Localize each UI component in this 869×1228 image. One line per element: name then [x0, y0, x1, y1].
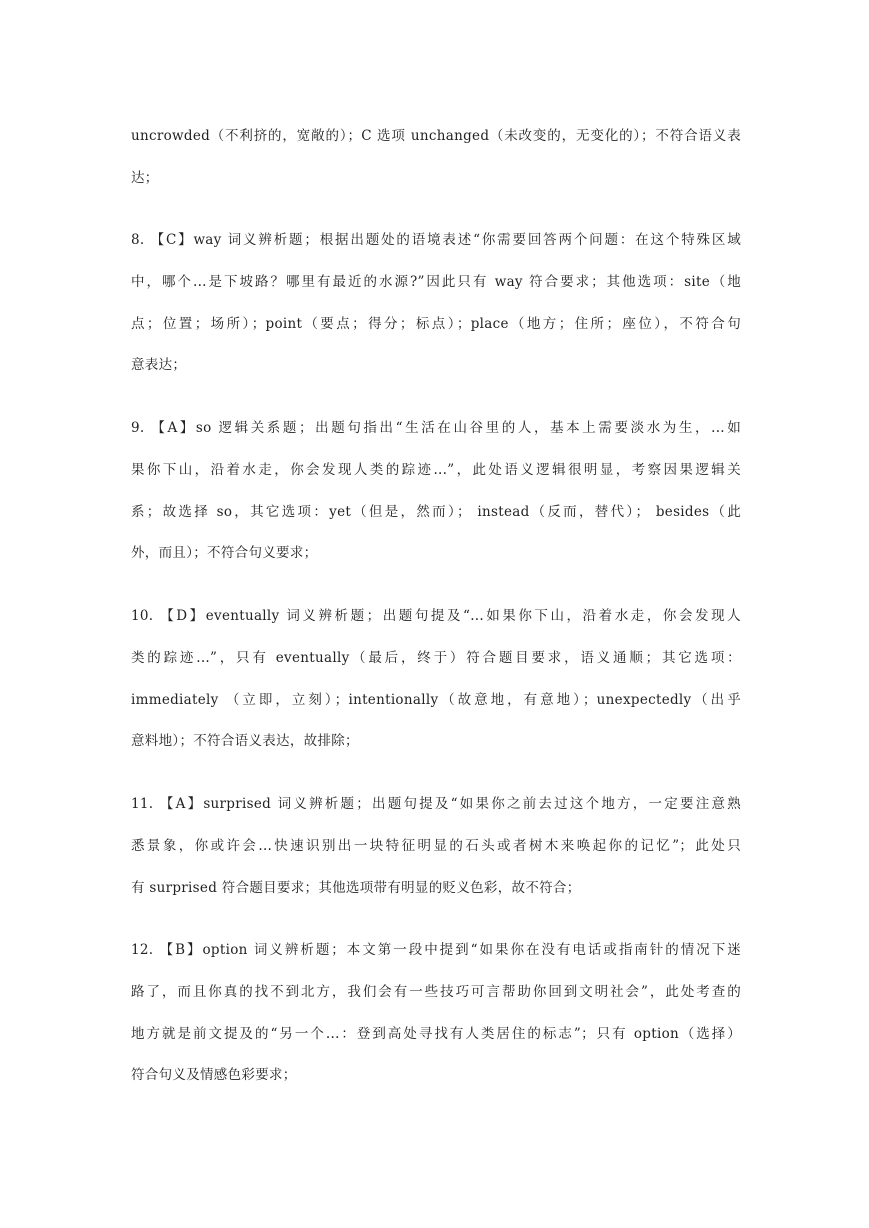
text-line: 地方就是前文提及的“另一个...：登到高处寻找有人类居住的标志”；只有 option（选择） [131, 1025, 741, 1042]
text-line: 12. 【B】option 词义辨析题；本文第一段中提到“如果你在没有电话或指南针的情况下迷 [131, 942, 741, 958]
text-line: 中，哪个...是下坡路？哪里有最近的水源?”因此只有 way 符合要求；其他选项：site（地 [131, 273, 741, 290]
text-line: 系；故选择 so，其它选项：yet（但是，然而）； instead（反而，替代）； besides（此 [131, 503, 741, 520]
text-line: 点；位置；场所）；point（要点；得分；标点）；place（地方；住所；座位），不符合句 [131, 315, 741, 332]
text-line: 有 surprised 符合题目要求；其他选项带有明显的贬义色彩，故不符合； [131, 879, 581, 896]
paragraph-q11 [131, 784, 741, 909]
text-line: 路了，而且你真的找不到北方，我们会有一些技巧可言帮助你回到文明社会”，此处考查的 [131, 983, 741, 1000]
text-line: 符合句义及情感色彩要求； [131, 1067, 297, 1084]
paragraph-tail-q7 [131, 116, 741, 200]
paragraph-q10 [131, 596, 741, 763]
text-line: 意表达； [131, 357, 187, 374]
paragraph-q12 [131, 930, 741, 1097]
text-line: 11. 【A】surprised 词义辨析题；出题句提及“如果你之前去过这个地方，一定要注意熟 [131, 796, 741, 812]
text-line: 果你下山，沿着水走，你会发现人类的踪迹...”，此处语义逻辑很明显，考察因果逻辑关 [131, 461, 741, 478]
paragraph-q8 [131, 220, 741, 387]
text-line: 类的踪迹...”，只有 eventually（最后，终于）符合题目要求，语义通顺；其它选项： [131, 649, 741, 666]
text-line: 10. 【D】eventually 词义辨析题；出题句提及“...如果你下山，沿着水走，你会发现人 [131, 608, 741, 624]
text-line: immediately （立即，立刻）；intentionally（故意地，有意地）；unexpectedly（出乎 [131, 691, 741, 708]
text-line: 悉景象，你或许会...快速识别出一块特征明显的石头或者树木来唤起你的记忆”；此处只 [131, 837, 741, 854]
text-line: 达； [131, 169, 159, 186]
text-line: 意料地）；不符合语义表达，故排除； [131, 733, 359, 750]
text-line: 外，而且）；不符合句义要求； [131, 545, 318, 562]
text-line: 9. 【A】so 逻辑关系题；出题句指出“生活在山谷里的人，基本上需要淡水为生，...如 [131, 420, 741, 436]
paragraph-q9 [131, 408, 741, 575]
text-line: 8. 【C】way 词义辨析题；根据出题处的语境表述“你需要回答两个问题：在这个特殊区域 [131, 232, 741, 248]
text-line: uncrowded（不利挤的，宽敞的）；C 选项 unchanged（未改变的，无变化的）；不符合语义表 [131, 128, 741, 144]
